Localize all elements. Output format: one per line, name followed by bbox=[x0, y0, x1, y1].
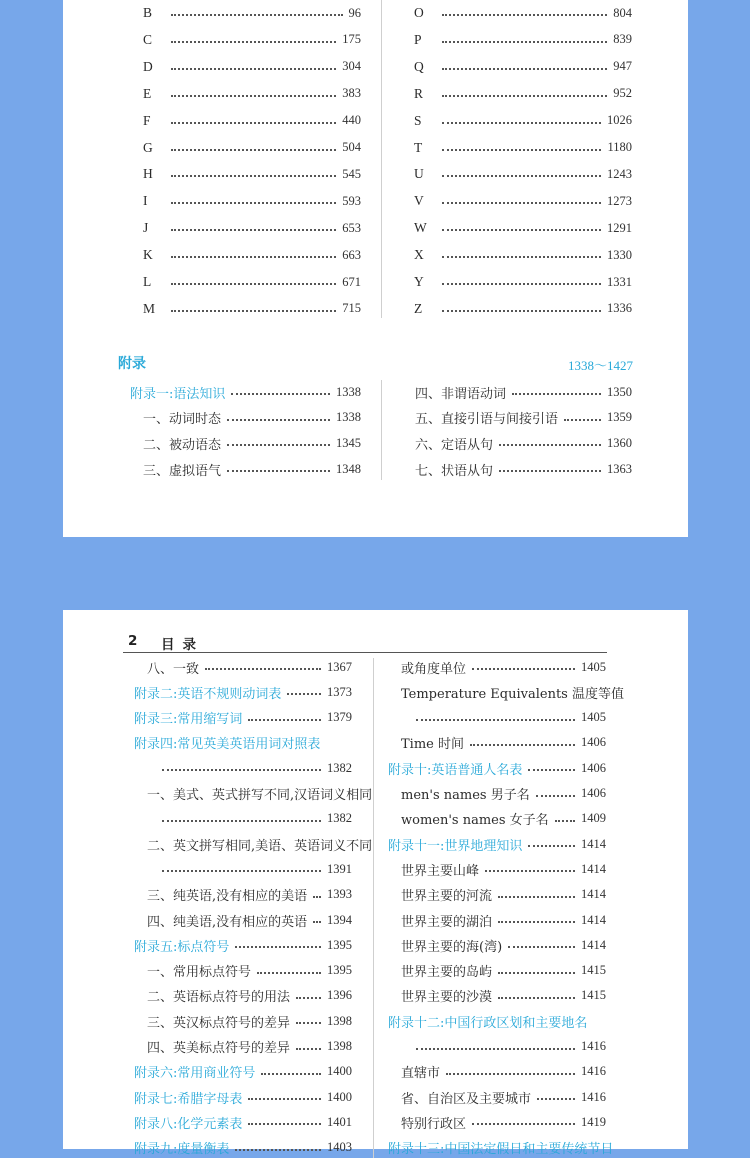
toc-entry-page: 504 bbox=[342, 140, 361, 154]
toc-entry-label: 四、非谓语动词 bbox=[415, 386, 507, 402]
toc-entry-label: 世界主要山峰 bbox=[401, 863, 480, 879]
toc-entry bbox=[134, 1062, 352, 1082]
toc-entry bbox=[414, 272, 632, 292]
toc-entry-label: X bbox=[414, 247, 424, 263]
toc-entry-page: 1382 bbox=[327, 811, 352, 826]
toc-entry-label: 一、动词时态 bbox=[143, 412, 222, 428]
toc-entry bbox=[388, 859, 606, 879]
toc-entry bbox=[134, 1112, 352, 1132]
toc-entry bbox=[388, 1037, 606, 1057]
toc-entry-label: K bbox=[143, 247, 153, 263]
toc-entry bbox=[388, 986, 606, 1006]
toc-entry-page: 1406 bbox=[581, 760, 606, 775]
toc-entry-label: women's names 女子名 bbox=[401, 813, 549, 829]
leader-dots bbox=[313, 896, 321, 898]
toc-entry-label: 六、定语从句 bbox=[415, 437, 494, 453]
toc-entry bbox=[134, 682, 352, 702]
toc-entry bbox=[134, 1037, 352, 1057]
leader-dots bbox=[171, 41, 336, 43]
page-header bbox=[123, 632, 607, 653]
toc-entry-page: 175 bbox=[342, 32, 361, 47]
toc-entry-label: 省、自治区及主要城市 bbox=[401, 1091, 532, 1107]
toc-entry-label: 附录四:常见英美英语用词对照表 bbox=[134, 737, 321, 753]
toc-entry bbox=[388, 733, 606, 753]
leader-dots bbox=[499, 470, 601, 472]
toc-entry-label: J bbox=[143, 220, 149, 236]
toc-entry-label: 世界主要的河流 bbox=[401, 889, 493, 905]
toc-entry-page: 1360 bbox=[607, 435, 632, 450]
toc-entry-label: 一、美式、英式拼写不同,汉语词义相同 bbox=[147, 788, 373, 803]
page-title: 目录 bbox=[161, 637, 204, 653]
toc-entry-label: T bbox=[414, 139, 423, 155]
leader-dots bbox=[528, 769, 575, 771]
column-divider bbox=[373, 658, 374, 1158]
leader-dots bbox=[171, 175, 336, 177]
toc-entry-page: 1401 bbox=[327, 1114, 352, 1129]
toc-entry bbox=[134, 708, 352, 728]
toc-entry-label: 世界主要的海(湾) bbox=[401, 939, 503, 955]
toc-entry-label: Time 时间 bbox=[401, 737, 464, 753]
toc-entry bbox=[388, 910, 606, 930]
leader-dots bbox=[442, 256, 601, 258]
toc-entry-label: 附录七:希腊字母表 bbox=[134, 1091, 243, 1107]
toc-entry bbox=[130, 408, 361, 428]
toc-entry bbox=[414, 191, 632, 211]
leader-dots bbox=[227, 444, 330, 446]
toc-entry-label: 附录一:语法知识 bbox=[130, 386, 226, 402]
leader-dots bbox=[564, 419, 601, 421]
toc-entry-label: 附录十二:中国行政区划和主要地名 bbox=[388, 1015, 588, 1031]
leader-dots bbox=[171, 14, 343, 16]
toc-entry-page: 1350 bbox=[607, 384, 632, 399]
toc-entry-page: 1416 bbox=[581, 1064, 606, 1079]
toc-entry bbox=[388, 1011, 606, 1031]
toc-entry-label: Z bbox=[414, 300, 423, 316]
toc-entry-label: 附录十三:中国法定假日和主要传统节日 bbox=[388, 1142, 614, 1158]
leader-dots bbox=[231, 393, 330, 395]
toc-entry bbox=[415, 408, 632, 428]
toc-entry-page: 671 bbox=[342, 274, 361, 289]
leader-dots bbox=[171, 68, 336, 70]
toc-entry bbox=[134, 910, 352, 930]
toc-entry-label: H bbox=[143, 166, 153, 182]
toc-entry-page: 593 bbox=[342, 193, 361, 208]
toc-entry-label: G bbox=[143, 139, 153, 155]
toc-entry-page: 1391 bbox=[327, 861, 352, 876]
toc-entry-page: 1398 bbox=[327, 1013, 352, 1028]
toc-entry-label: L bbox=[143, 274, 152, 289]
toc-entry bbox=[388, 885, 606, 905]
toc-entry-page: 545 bbox=[342, 166, 361, 181]
leader-dots bbox=[171, 310, 336, 312]
toc-entry-page: 715 bbox=[342, 301, 361, 316]
toc-entry-page: 1419 bbox=[581, 1114, 606, 1129]
leader-dots bbox=[296, 1022, 321, 1024]
leader-dots bbox=[498, 921, 575, 923]
toc-entry-page: 1379 bbox=[327, 710, 352, 725]
leader-dots bbox=[470, 744, 575, 746]
index-page-top bbox=[63, 0, 688, 537]
leader-dots bbox=[171, 283, 336, 285]
leader-dots bbox=[508, 946, 575, 948]
toc-entry-label: Temperature Equivalents 温度等值 bbox=[401, 686, 624, 702]
toc-entry-label: 世界主要的沙漠 bbox=[401, 990, 493, 1006]
leader-dots bbox=[472, 668, 575, 670]
toc-entry-page: 1273 bbox=[607, 193, 632, 208]
toc-entry bbox=[415, 433, 632, 453]
toc-entry-page: 1398 bbox=[327, 1039, 352, 1053]
appendix-title: 附录 bbox=[118, 356, 146, 372]
leader-dots bbox=[512, 393, 601, 395]
leader-dots bbox=[485, 870, 575, 872]
toc-entry bbox=[143, 111, 361, 131]
toc-entry-label: 附录二:英语不规则动词表 bbox=[134, 686, 282, 702]
toc-entry-page: 952 bbox=[613, 86, 632, 101]
toc-entry-page: 96 bbox=[348, 5, 361, 20]
leader-dots bbox=[442, 95, 607, 97]
toc-entry-page: 1348 bbox=[336, 461, 361, 476]
toc-entry-label: 或角度单位 bbox=[401, 661, 467, 677]
toc-entry-label: 三、虚拟语气 bbox=[143, 463, 222, 479]
toc-entry bbox=[414, 57, 632, 77]
toc-entry bbox=[415, 382, 632, 402]
toc-entry-page: 653 bbox=[342, 220, 361, 235]
toc-page-2 bbox=[63, 610, 688, 1158]
leader-dots bbox=[162, 769, 321, 771]
leader-dots bbox=[446, 1073, 575, 1075]
toc-entry-page: 1416 bbox=[581, 1039, 606, 1053]
toc-entry-label: 三、英汉标点符号的差异 bbox=[147, 1015, 291, 1031]
toc-entry-label: V bbox=[414, 193, 424, 209]
toc-entry bbox=[388, 708, 606, 728]
leader-dots bbox=[171, 202, 336, 204]
toc-entry bbox=[143, 245, 361, 265]
toc-entry bbox=[415, 459, 632, 479]
toc-entry-label: 五、直接引语与间接引语 bbox=[415, 412, 559, 428]
toc-entry-page: 1363 bbox=[607, 461, 632, 476]
toc-entry-label: P bbox=[414, 31, 422, 47]
toc-entry bbox=[143, 3, 361, 23]
toc-entry-label: E bbox=[143, 85, 152, 101]
toc-entry-label: 四、纯美语,没有相应的英语 bbox=[147, 914, 308, 930]
toc-entry bbox=[143, 299, 361, 319]
toc-entry-page: 1367 bbox=[327, 659, 352, 674]
leader-dots bbox=[472, 1123, 575, 1125]
toc-entry-page: 663 bbox=[342, 247, 361, 262]
toc-entry-page: 1359 bbox=[607, 410, 632, 425]
toc-entry bbox=[388, 1062, 606, 1082]
toc-entry-label: U bbox=[414, 166, 424, 182]
leader-dots bbox=[248, 719, 321, 721]
toc-entry-page: 1403 bbox=[327, 1140, 352, 1155]
toc-entry-page: 1382 bbox=[327, 760, 352, 775]
leader-dots bbox=[537, 1098, 575, 1100]
toc-entry bbox=[143, 138, 361, 158]
toc-entry bbox=[134, 758, 352, 778]
leader-dots bbox=[227, 470, 330, 472]
leader-dots bbox=[442, 68, 607, 70]
appendix-range: 1338～1427 bbox=[567, 358, 633, 373]
toc-entry-page: 1414 bbox=[581, 836, 606, 851]
column-divider bbox=[381, 380, 382, 480]
leader-dots bbox=[416, 1048, 575, 1050]
leader-dots bbox=[205, 668, 321, 670]
toc-entry-label: B bbox=[143, 5, 153, 20]
toc-entry-page: 1291 bbox=[607, 220, 632, 235]
leader-dots bbox=[257, 972, 321, 974]
toc-entry-label: D bbox=[143, 58, 153, 74]
leader-dots bbox=[555, 820, 575, 822]
toc-entry-page: 1415 bbox=[581, 988, 606, 1003]
toc-entry-page: 1026 bbox=[607, 113, 632, 128]
toc-entry bbox=[388, 834, 606, 854]
toc-entry-label: 附录八:化学元素表 bbox=[134, 1116, 243, 1132]
leader-dots bbox=[499, 444, 601, 446]
leader-dots bbox=[498, 997, 575, 999]
toc-entry-label: O bbox=[414, 5, 424, 20]
toc-entry-label: Q bbox=[414, 58, 424, 74]
toc-entry bbox=[134, 935, 352, 955]
toc-entry bbox=[414, 164, 632, 184]
leader-dots bbox=[162, 820, 321, 822]
toc-entry bbox=[143, 84, 361, 104]
toc-entry-label: 附录五:标点符号 bbox=[134, 939, 230, 955]
toc-entry-label: 七、状语从句 bbox=[415, 463, 494, 479]
toc-entry-label: F bbox=[143, 112, 151, 128]
toc-entry-label: 四、英美标点符号的差异 bbox=[147, 1041, 291, 1056]
toc-entry bbox=[134, 657, 352, 677]
toc-entry-label: 一、常用标点符号 bbox=[147, 965, 252, 981]
toc-entry bbox=[388, 784, 606, 804]
toc-entry-label: 世界主要的岛屿 bbox=[401, 965, 493, 981]
toc-entry-page: 947 bbox=[613, 59, 632, 74]
leader-dots bbox=[235, 1149, 321, 1151]
leader-dots bbox=[171, 229, 336, 231]
toc-entry bbox=[143, 57, 361, 77]
leader-dots bbox=[528, 845, 575, 847]
toc-entry-label: men's names 男子名 bbox=[401, 788, 530, 803]
toc-entry-page: 1405 bbox=[581, 659, 606, 674]
toc-entry bbox=[130, 459, 361, 479]
toc-entry-page: 1396 bbox=[327, 988, 352, 1003]
toc-entry bbox=[143, 164, 361, 184]
column-divider bbox=[381, 0, 382, 318]
leader-dots bbox=[313, 921, 321, 923]
leader-dots bbox=[442, 122, 601, 124]
toc-entry bbox=[388, 758, 606, 778]
toc-entry-label: R bbox=[414, 85, 424, 101]
toc-entry-label: M bbox=[143, 300, 156, 316]
toc-entry-label: 附录十:英语普通人名表 bbox=[388, 762, 523, 778]
leader-dots bbox=[442, 41, 607, 43]
toc-entry-page: 1409 bbox=[581, 811, 606, 826]
leader-dots bbox=[171, 256, 336, 258]
toc-entry-label: 附录十一:世界地理知识 bbox=[388, 838, 523, 854]
toc-entry bbox=[388, 935, 606, 955]
leader-dots bbox=[442, 310, 601, 312]
toc-entry bbox=[414, 218, 632, 238]
toc-entry-page: 1338 bbox=[336, 410, 361, 425]
toc-entry bbox=[134, 1011, 352, 1031]
toc-entry bbox=[388, 1087, 606, 1107]
toc-entry-label: 特别行政区 bbox=[401, 1116, 467, 1132]
leader-dots bbox=[235, 946, 321, 948]
leader-dots bbox=[171, 122, 336, 124]
toc-entry bbox=[388, 809, 606, 829]
toc-entry bbox=[414, 245, 632, 265]
toc-entry bbox=[143, 218, 361, 238]
toc-entry bbox=[134, 986, 352, 1006]
toc-entry bbox=[414, 138, 632, 158]
toc-entry bbox=[134, 784, 373, 804]
toc-entry bbox=[134, 961, 352, 981]
toc-entry bbox=[388, 961, 606, 981]
toc-entry-page: 1415 bbox=[581, 963, 606, 978]
leader-dots bbox=[498, 972, 575, 974]
leader-dots bbox=[162, 870, 321, 872]
toc-entry bbox=[143, 272, 361, 292]
toc-entry-page: 1400 bbox=[327, 1064, 352, 1079]
toc-entry-label: Y bbox=[414, 274, 424, 289]
toc-entry bbox=[414, 3, 632, 23]
toc-entry-page: 1406 bbox=[581, 735, 606, 750]
leader-dots bbox=[296, 997, 321, 999]
toc-entry-label: S bbox=[414, 112, 422, 128]
toc-entry-label: 二、被动语态 bbox=[143, 437, 222, 453]
toc-entry-label: 三、纯英语,没有相应的美语 bbox=[147, 889, 308, 905]
leader-dots bbox=[442, 175, 601, 177]
toc-entry bbox=[143, 30, 361, 50]
toc-entry-page: 1243 bbox=[607, 166, 632, 181]
toc-entry-label: 二、英语标点符号的用法 bbox=[147, 990, 291, 1006]
toc-entry bbox=[414, 84, 632, 104]
toc-entry-page: 1345 bbox=[336, 435, 361, 450]
leader-dots bbox=[171, 95, 336, 97]
leader-dots bbox=[171, 149, 336, 151]
toc-entry-page: 1336 bbox=[607, 301, 632, 316]
toc-entry bbox=[130, 382, 361, 402]
toc-entry-page: 304 bbox=[342, 59, 361, 74]
toc-entry-page: 804 bbox=[613, 5, 632, 20]
toc-entry bbox=[388, 657, 606, 677]
toc-entry bbox=[134, 809, 352, 829]
toc-entry-page: 1395 bbox=[327, 937, 352, 952]
toc-entry-label: 八、一致 bbox=[147, 661, 200, 677]
toc-entry bbox=[388, 1112, 606, 1132]
leader-dots bbox=[248, 1098, 321, 1100]
toc-entry bbox=[414, 30, 632, 50]
toc-entry bbox=[134, 733, 352, 753]
leader-dots bbox=[442, 283, 601, 285]
toc-entry-page: 1405 bbox=[581, 710, 606, 725]
toc-entry bbox=[388, 682, 624, 702]
toc-entry-page: 1393 bbox=[327, 887, 352, 902]
toc-entry bbox=[134, 1138, 352, 1158]
toc-entry-page: 1395 bbox=[327, 963, 352, 978]
toc-entry-label: 附录九:度量衡表 bbox=[134, 1142, 230, 1158]
toc-entry-label: 二、英文拼写相同,美语、英语词义不同 bbox=[147, 838, 373, 854]
toc-entry-page: 1416 bbox=[581, 1089, 606, 1104]
toc-entry-page: 1400 bbox=[327, 1089, 352, 1104]
toc-entry-page: 1414 bbox=[581, 912, 606, 927]
toc-entry bbox=[414, 299, 632, 319]
leader-dots bbox=[442, 14, 607, 16]
toc-entry bbox=[143, 191, 361, 211]
leader-dots bbox=[296, 1048, 321, 1050]
toc-entry-page: 383 bbox=[342, 86, 361, 101]
leader-dots bbox=[227, 419, 330, 421]
toc-entry bbox=[388, 1138, 614, 1158]
toc-entry-label: 直辖市 bbox=[401, 1066, 441, 1082]
toc-entry-label: W bbox=[414, 220, 427, 236]
leader-dots bbox=[536, 795, 575, 797]
toc-entry bbox=[134, 859, 352, 879]
toc-entry-label: C bbox=[143, 31, 153, 47]
leader-dots bbox=[498, 896, 575, 898]
toc-entry-label: 附录六:常用商业符号 bbox=[134, 1066, 256, 1082]
toc-entry-page: 1406 bbox=[581, 786, 606, 800]
toc-entry bbox=[130, 433, 361, 453]
page-number: 2 bbox=[128, 633, 138, 649]
toc-entry bbox=[134, 885, 352, 905]
toc-entry-page: 440 bbox=[342, 113, 361, 128]
leader-dots bbox=[442, 149, 601, 151]
leader-dots bbox=[442, 229, 601, 231]
toc-entry-page: 1414 bbox=[581, 937, 606, 952]
toc-entry-label: 附录三:常用缩写词 bbox=[134, 712, 243, 728]
leader-dots bbox=[442, 202, 601, 204]
toc-entry-page: 1394 bbox=[327, 912, 352, 927]
leader-dots bbox=[248, 1123, 321, 1125]
toc-entry-page: 1373 bbox=[327, 684, 352, 699]
toc-entry-page: 1414 bbox=[581, 887, 606, 902]
leader-dots bbox=[416, 719, 575, 721]
toc-entry bbox=[414, 111, 632, 131]
leader-dots bbox=[287, 693, 321, 695]
toc-entry-page: 1414 bbox=[581, 861, 606, 876]
leader-dots bbox=[261, 1073, 321, 1075]
toc-entry-label: I bbox=[143, 193, 148, 209]
toc-entry-page: 1180 bbox=[607, 140, 632, 154]
toc-entry-page: 1338 bbox=[336, 384, 361, 399]
toc-entry-label: 世界主要的湖泊 bbox=[401, 914, 493, 930]
toc-entry-page: 839 bbox=[613, 32, 632, 47]
toc-entry bbox=[134, 834, 373, 854]
toc-entry-page: 1331 bbox=[607, 274, 632, 289]
toc-entry-page: 1330 bbox=[607, 247, 632, 262]
toc-entry bbox=[134, 1087, 352, 1107]
